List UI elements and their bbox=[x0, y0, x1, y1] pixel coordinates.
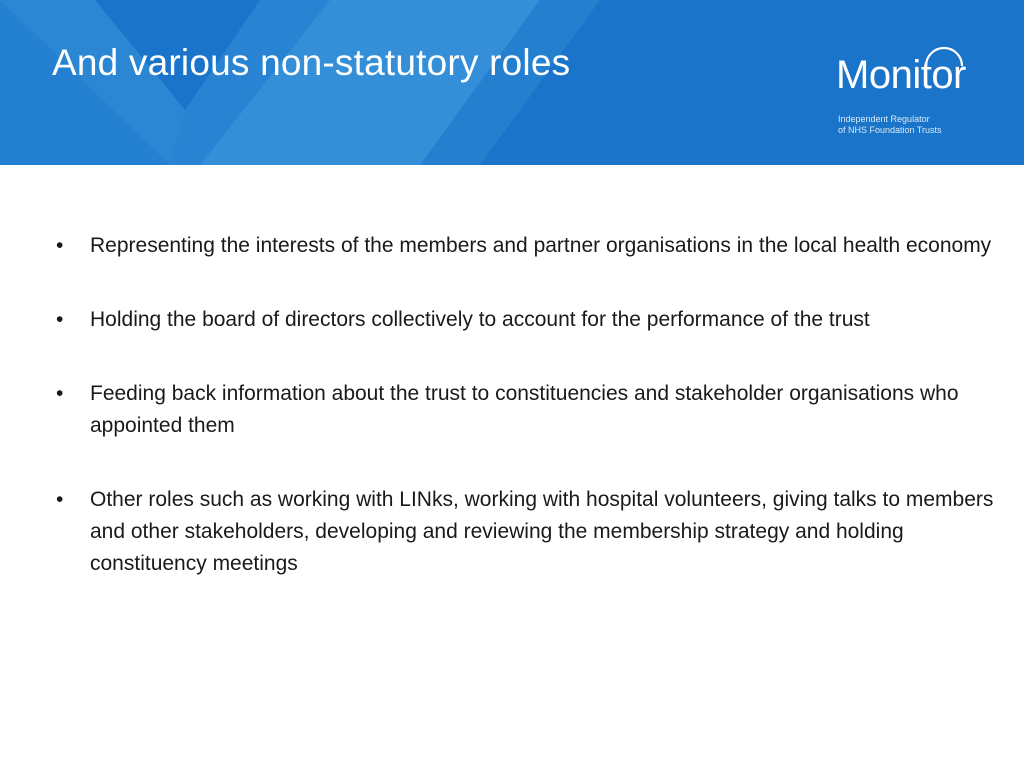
bullet-list bbox=[56, 230, 996, 622]
bullet-marker: • bbox=[56, 308, 64, 331]
bullet-marker: • bbox=[56, 234, 64, 257]
bullet-item bbox=[56, 378, 996, 442]
bullet-marker: • bbox=[56, 488, 64, 511]
bullet-marker: • bbox=[56, 382, 64, 405]
slide-title: And various non-statutory roles bbox=[52, 42, 571, 83]
bullet-item bbox=[56, 484, 996, 580]
logo-tagline-line-2: of NHS Foundation Trusts bbox=[838, 125, 942, 135]
bullet-text: Other roles such as working with LINks, working with hospital volunteers, giving talks to members and other stakeholders, developing and reviewing the membership strategy and holding constituency meetings bbox=[90, 488, 994, 575]
slide-header bbox=[0, 0, 1024, 165]
bullet-item bbox=[56, 230, 996, 262]
bullet-text: Representing the interests of the members and partner organisations in the local health economy bbox=[90, 234, 992, 257]
bullet-text: Feeding back information about the trust to constituencies and stakeholder organisations who appointed them bbox=[90, 382, 959, 437]
logo-wordmark: Monitor bbox=[836, 53, 966, 97]
bullet-text: Holding the board of directors collectively to account for the performance of the trust bbox=[90, 308, 870, 331]
logo-tagline bbox=[838, 114, 942, 136]
bullet-item bbox=[56, 304, 996, 336]
monitor-logo bbox=[836, 38, 996, 138]
logo-tagline-line-1: Independent Regulator bbox=[838, 114, 930, 124]
